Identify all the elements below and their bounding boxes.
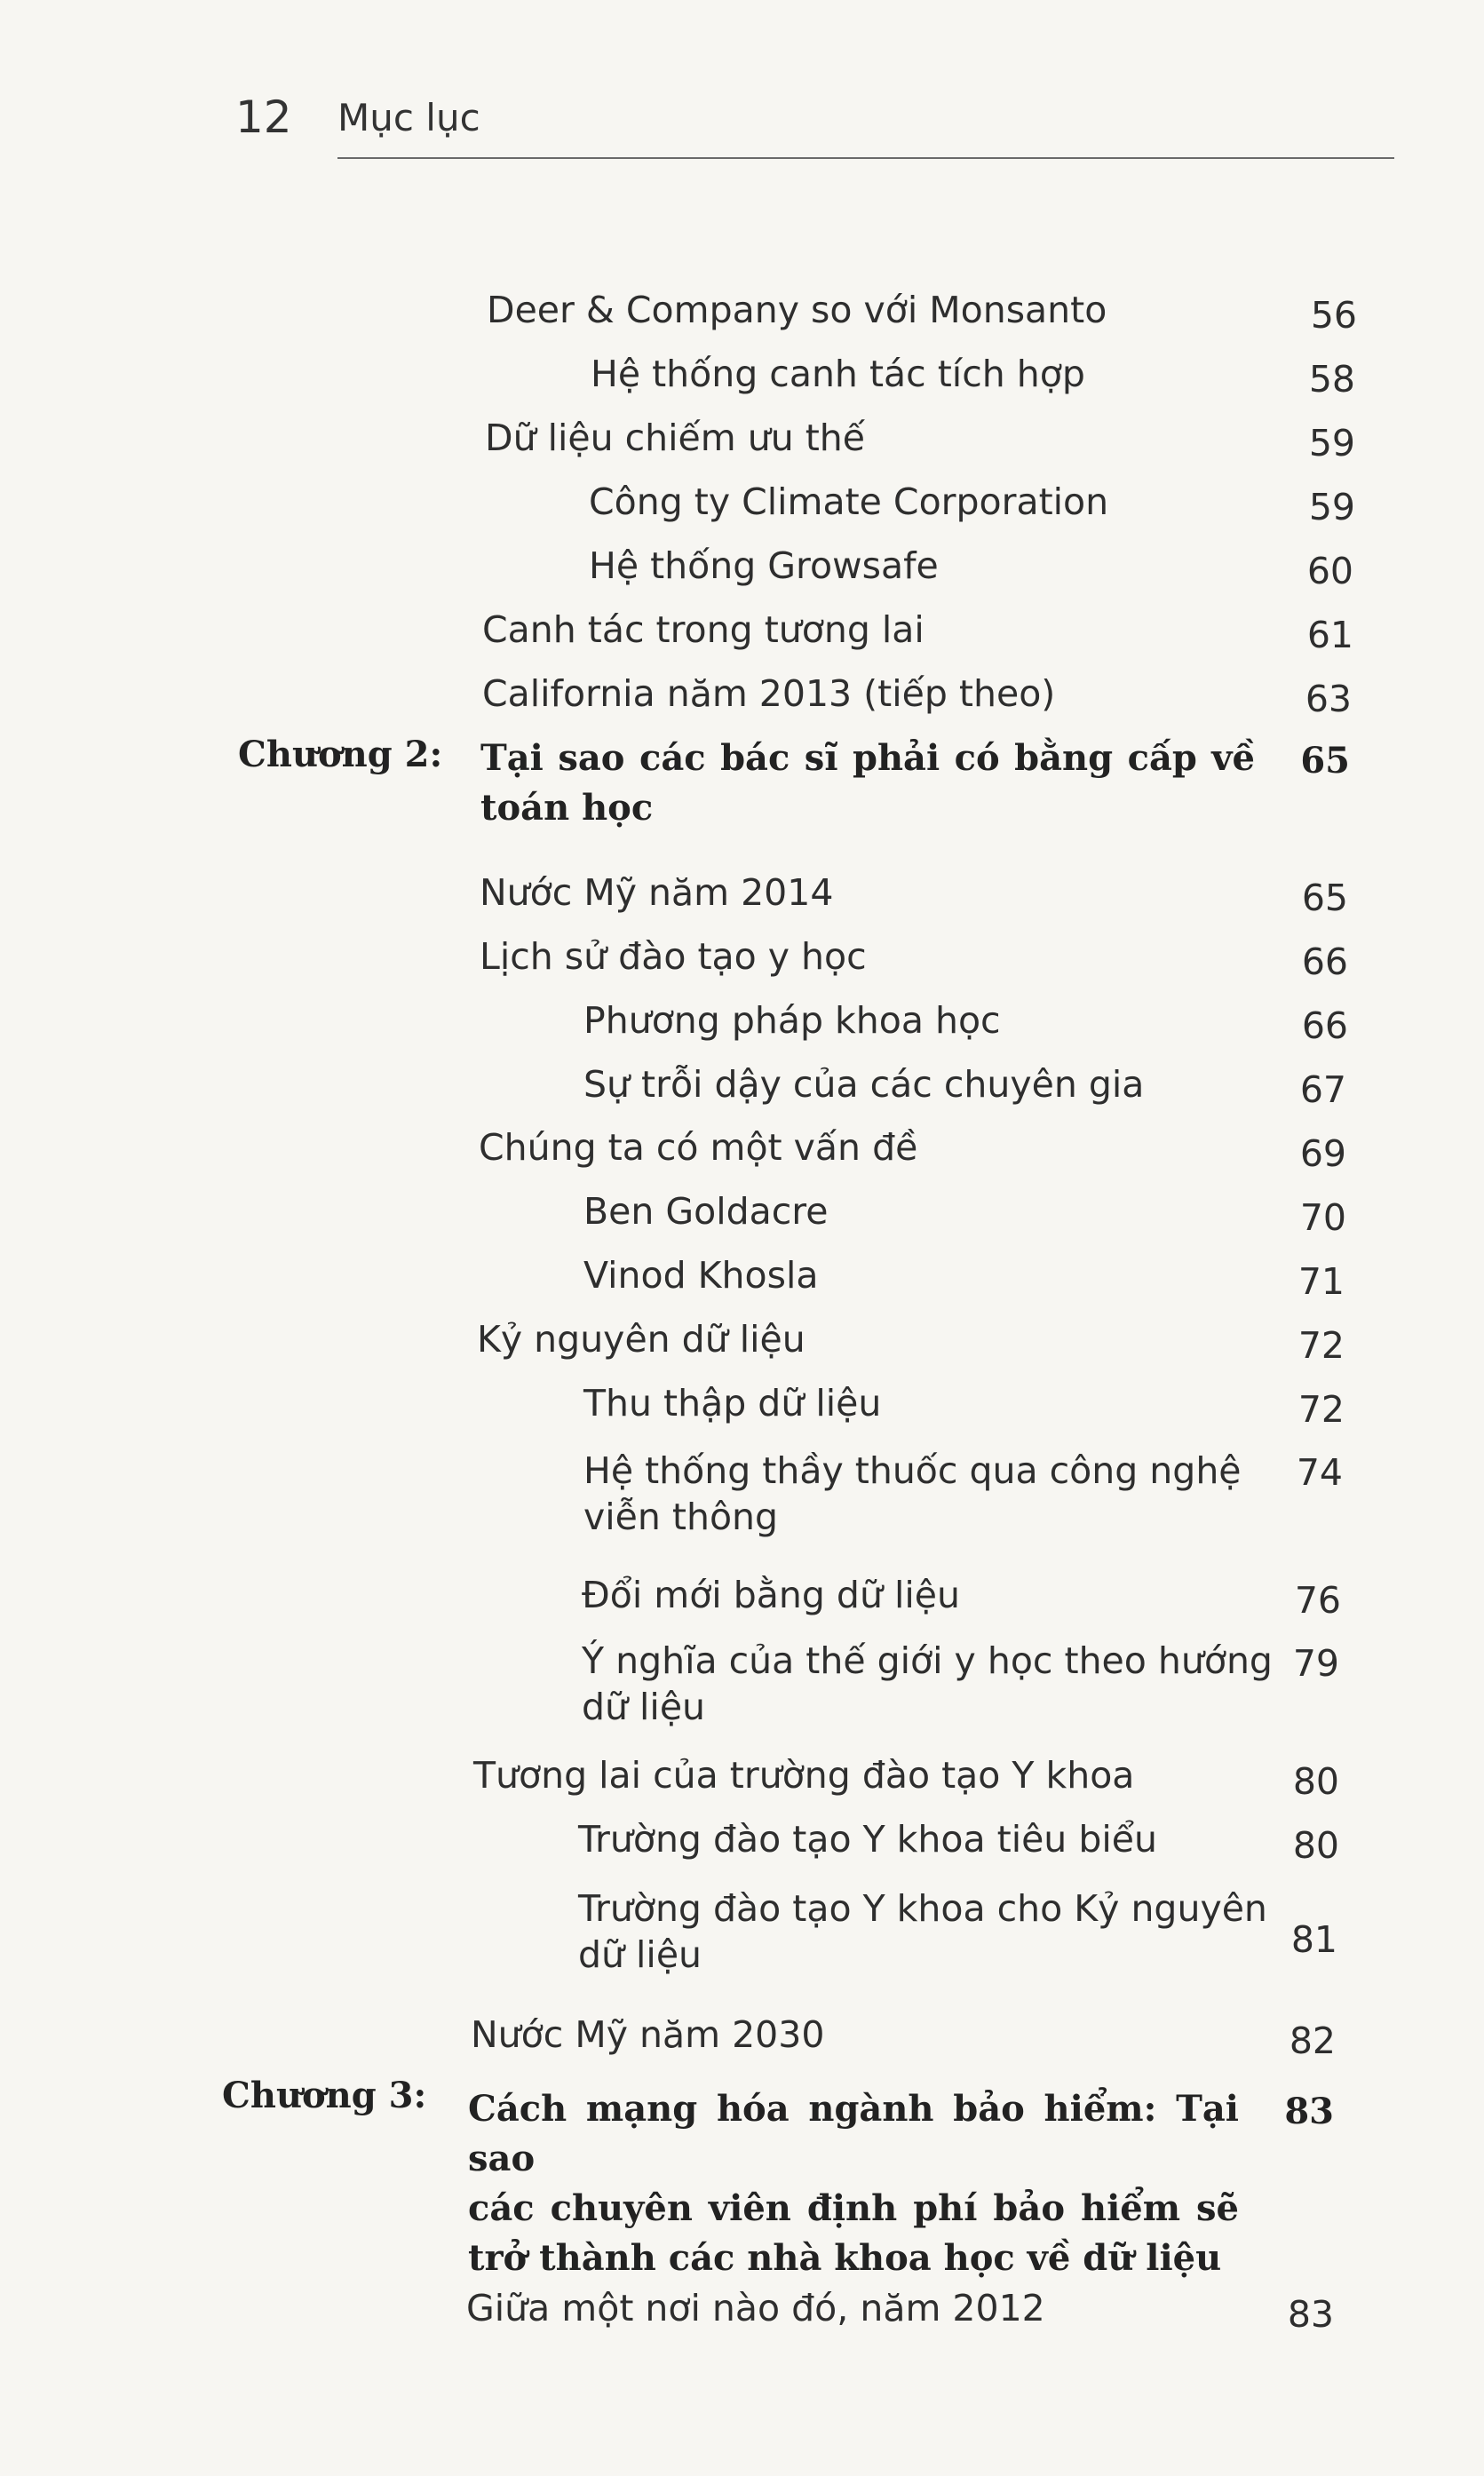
toc-entry-page: 80 [1292,1824,1339,1867]
toc-entry-page: 66 [1301,1004,1348,1047]
toc-entry-title: Giữa một nơi nào đó, năm 2012 [466,2287,1045,2329]
toc-entry-title: Hệ thống Growsafe [589,544,939,587]
toc-entry-page: 72 [1298,1388,1345,1431]
header-divider [337,157,1394,159]
toc-entry-title [583,1448,1242,1540]
chapter-title [468,2084,1239,2283]
chapter-page: 83 [1284,2091,1334,2132]
chapter-label: Chương 2: [238,734,443,775]
toc-entry-title: Thu thập dữ liệu [583,1382,882,1424]
chapter-title-line: toán học [480,787,654,829]
toc-entry-title: Kỷ nguyên dữ liệu [477,1318,805,1361]
toc-entry-title: Lịch sử đào tạo y học [480,935,867,978]
toc-entry-title: Phương pháp khoa học [583,999,1001,1042]
toc-entry-page: 71 [1298,1260,1345,1303]
toc-entry-page: 66 [1301,940,1348,983]
toc-entry-title [578,1885,1267,1978]
chapter-label: Chương 3: [222,2075,427,2116]
toc-entry-title: Hệ thống canh tác tích hợp [591,353,1085,395]
chapter-title-line: trở thành các nhà khoa học về dữ liệu [468,2237,1222,2279]
toc-entry-title-line: Ý nghĩa của thế giới y học theo hướng [582,1639,1273,1682]
toc-entry-page: 65 [1301,877,1348,919]
toc-entry-page: 58 [1308,358,1355,401]
toc-entry-title-line: Trường đào tạo Y khoa cho Kỷ nguyên [578,1887,1267,1930]
toc-entry-title-line: dữ liệu [578,1933,702,1976]
toc-entry-title: Đổi mới bằng dữ liệu [582,1574,960,1616]
toc-entry-page: 79 [1292,1642,1339,1685]
toc-entry-title-line: viễn thông [583,1496,779,1538]
toc-entry-page: 72 [1298,1324,1345,1367]
toc-entry-title: Ben Goldacre [583,1190,829,1233]
toc-entry-title-line: dữ liệu [582,1686,706,1728]
toc-entry-title: Tương lai của trường đào tạo Y khoa [473,1754,1135,1797]
toc-entry-page: 76 [1294,1579,1341,1622]
toc-entry-page: 69 [1299,1132,1346,1175]
toc-entry-title: Công ty Climate Corporation [589,480,1109,523]
toc-entry-title: Canh tác trong tương lai [482,608,925,651]
toc-entry-title-line: Hệ thống thầy thuốc qua công nghệ [583,1449,1242,1492]
toc-entry-title [582,1638,1273,1730]
toc-entry-page: 61 [1306,614,1353,656]
toc-entry-title: Deer & Company so với Monsanto [487,289,1107,331]
toc-entry-page: 82 [1289,2020,1336,2062]
running-title: Mục lục [337,96,480,139]
toc-entry-page: 63 [1305,678,1352,720]
toc-entry-page: 59 [1308,422,1355,464]
toc-entry-title: Dữ liệu chiếm ưu thế [485,417,866,459]
chapter-title-line: Tại sao các bác sĩ phải có bằng cấp về [480,737,1255,779]
toc-entry-title: Trường đào tạo Y khoa tiêu biểu [578,1818,1157,1861]
toc-entry-title: California năm 2013 (tiếp theo) [482,672,1056,715]
toc-entry-page: 80 [1292,1760,1339,1803]
chapter-title-line: Cách mạng hóa ngành bảo hiểm: Tại sao [468,2088,1239,2179]
chapter-title [480,734,1255,833]
toc-entry-page: 81 [1290,1918,1337,1961]
page-number: 12 [235,91,292,143]
toc-entry-page: 83 [1287,2293,1334,2336]
toc-entry-page: 59 [1308,486,1355,528]
toc-entry-page: 67 [1299,1068,1346,1111]
chapter-page: 65 [1300,740,1350,782]
toc-entry-page: 56 [1310,294,1357,337]
toc-entry-title: Nước Mỹ năm 2014 [480,871,834,914]
toc-entry-page: 70 [1299,1196,1346,1239]
toc-entry-title: Nước Mỹ năm 2030 [471,2013,825,2056]
toc-entry-page: 60 [1306,550,1353,592]
toc-entry-page: 74 [1296,1451,1343,1494]
chapter-title-line: các chuyên viên định phí bảo hiểm sẽ [468,2187,1239,2229]
toc-entry-title: Sự trỗi dậy của các chuyên gia [583,1063,1145,1106]
toc-entry-title: Chúng ta có một vấn đề [479,1126,918,1169]
toc-entry-title: Vinod Khosla [583,1254,819,1297]
